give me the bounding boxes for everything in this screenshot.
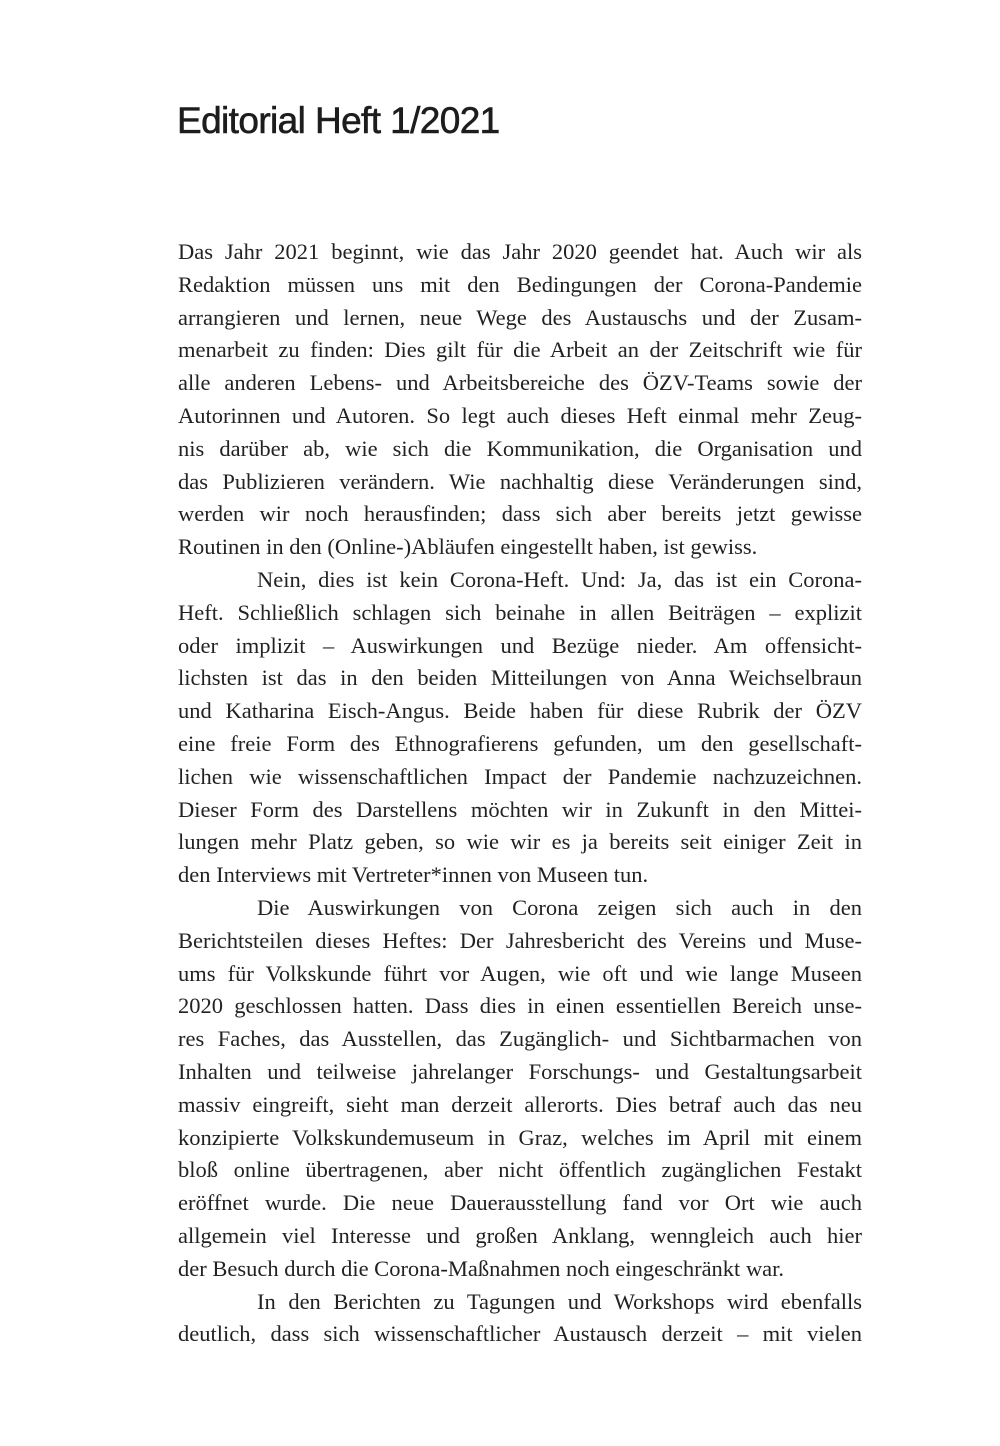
text-line: allgemein viel Interesse und großen Anklang, wenngleich auch hier bbox=[178, 1222, 862, 1248]
text-line: werden wir noch herausfinden; dass sich aber bereits jetzt gewisse bbox=[178, 501, 862, 527]
text-line: massiv eingreift, sieht man derzeit allerorts. Dies betraf auch das neu bbox=[178, 1091, 862, 1117]
text-line: Autorinnen und Autoren. So legt auch dieses Heft einmal mehr Zeug- bbox=[178, 402, 862, 428]
text-line: 2020 geschlossen hatten. Dass dies in einen essentiellen Bereich unse- bbox=[178, 993, 862, 1019]
text-line: lungen mehr Platz geben, so wie wir es ja bereits seit einiger Zeit in bbox=[178, 829, 862, 855]
text-line: deutlich, dass sich wissenschaftlicher Austausch derzeit – mit vielen bbox=[178, 1321, 862, 1347]
text-line: res Faches, das Ausstellen, das Zugänglich- und Sichtbarmachen von bbox=[178, 1026, 862, 1052]
text-line: bloß online übertragenen, aber nicht öffentlich zugänglichen Festakt bbox=[178, 1157, 862, 1183]
paragraph bbox=[178, 1286, 862, 1352]
text-line: arrangieren und lernen, neue Wege des Austauschs und der Zusam- bbox=[178, 304, 862, 330]
text-line: menarbeit zu finden: Dies gilt für die Arbeit an der Zeitschrift wie für bbox=[178, 337, 862, 363]
text-line: Routinen in den (Online-)Abläufen eingestellt haben, ist gewiss. bbox=[178, 534, 758, 560]
page-title: Editorial Heft 1/2021 bbox=[177, 100, 500, 141]
text-line: Heft. Schließlich schlagen sich beinahe in allen Beiträgen – explizit bbox=[178, 599, 862, 625]
text-line: Inhalten und teilweise jahrelanger Forschungs- und Gestaltungsarbeit bbox=[178, 1058, 862, 1084]
text-line: Redaktion müssen uns mit den Bedingungen der Corona-Pandemie bbox=[178, 271, 862, 297]
text-line: nis darüber ab, wie sich die Kommunikation, die Organisation und bbox=[178, 435, 862, 461]
text-line: den Interviews mit Vertreter*innen von Museen tun. bbox=[178, 862, 649, 888]
text-line: ums für Volkskunde führt vor Augen, wie oft und wie lange Museen bbox=[178, 960, 862, 986]
text-line: eine freie Form des Ethnografierens gefunden, um den gesellschaft- bbox=[178, 730, 862, 756]
paragraph bbox=[178, 236, 862, 564]
text-line: In den Berichten zu Tagungen und Workshops wird ebenfalls bbox=[257, 1288, 862, 1314]
text-line: und Katharina Eisch-Angus. Beide haben für diese Rubrik der ÖZV bbox=[178, 698, 862, 724]
text-line: eröffnet wurde. Die neue Dauerausstellung fand vor Ort wie auch bbox=[178, 1190, 862, 1216]
text-line: konzipierte Volkskundemuseum in Graz, welches im April mit einem bbox=[178, 1124, 862, 1150]
editorial-body bbox=[178, 236, 862, 1351]
text-line: der Besuch durch die Corona-Maßnahmen noch eingeschränkt war. bbox=[178, 1255, 785, 1281]
text-line: alle anderen Lebens- und Arbeitsbereiche des ÖZV-Teams sowie der bbox=[178, 370, 862, 396]
paragraph bbox=[178, 564, 862, 892]
paragraph bbox=[178, 892, 862, 1286]
text-line: Das Jahr 2021 beginnt, wie das Jahr 2020 geendet hat. Auch wir als bbox=[178, 239, 862, 264]
text-line: Dieser Form des Darstellens möchten wir in Zukunft in den Mittei- bbox=[178, 796, 862, 822]
text-line: Nein, dies ist kein Corona-Heft. Und: Ja, das ist ein Corona- bbox=[257, 566, 862, 592]
text-line: lichsten ist das in den beiden Mitteilungen von Anna Weichselbraun bbox=[178, 665, 862, 691]
text-line: Die Auswirkungen von Corona zeigen sich auch in den bbox=[257, 894, 862, 920]
text-line: das Publizieren verändern. Wie nachhaltig diese Veränderungen sind, bbox=[178, 468, 862, 494]
text-line: oder implizit – Auswirkungen und Bezüge nieder. Am offensicht- bbox=[178, 632, 862, 658]
text-line: lichen wie wissenschaftlichen Impact der Pandemie nachzuzeichnen. bbox=[178, 763, 862, 789]
text-line: Berichtsteilen dieses Heftes: Der Jahresbericht des Vereins und Muse- bbox=[178, 927, 862, 953]
